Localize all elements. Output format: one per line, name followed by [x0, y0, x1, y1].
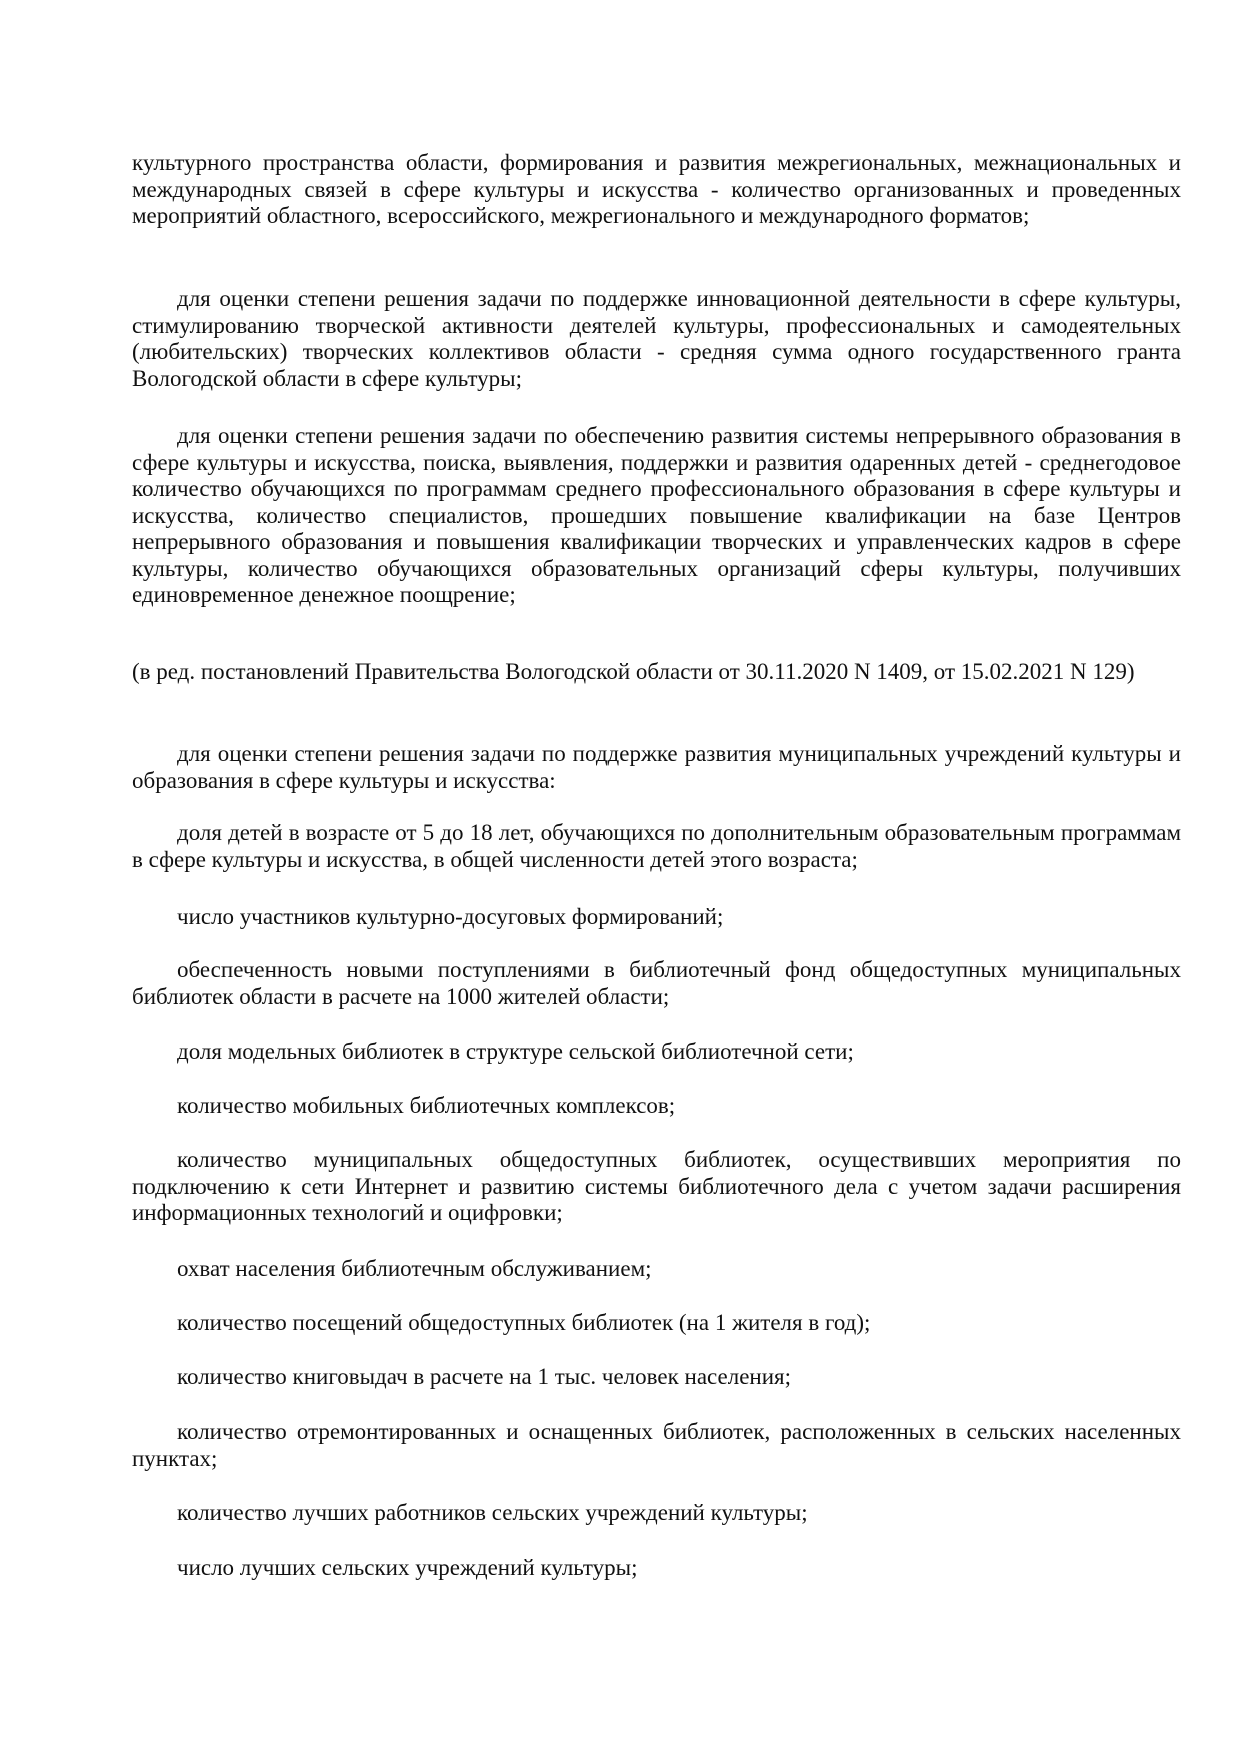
list-item: обеспеченность новыми поступлениями в библиотечный фонд общедоступных муниципальных библиотек области в расчете на 1000 жителей области;	[132, 957, 1181, 1009]
list-item: доля модельных библиотек в структуре сельской библиотечной сети;	[177, 1039, 854, 1064]
list-item: количество посещений общедоступных библиотек (на 1 жителя в год);	[177, 1310, 871, 1335]
list-item: количество мобильных библиотечных комплексов;	[177, 1093, 676, 1118]
list-item: количество книговыдач в расчете на 1 тыс. человек населения;	[177, 1364, 792, 1389]
list-item: количество муниципальных общедоступных библиотек, осуществивших мероприятия по подключению к сети Интернет и развитию системы библиотечного дела с учетом задачи расширения информационных технологий и оцифровки;	[132, 1147, 1181, 1225]
list-item: охват населения библиотечным обслуживанием;	[177, 1256, 652, 1281]
paragraph-municipal-task: для оценки степени решения задачи по поддержке развития муниципальных учреждений культуры и образования в сфере культуры и искусства:	[132, 741, 1181, 793]
list-item: доля детей в возрасте от 5 до 18 лет, обучающихся по дополнительным образовательным программам в сфере культуры и искусства, в общей численности детей этого возраста;	[132, 820, 1181, 872]
list-item: количество лучших работников сельских учреждений культуры;	[177, 1500, 808, 1525]
paragraph-innovation-task: для оценки степени решения задачи по поддержке инновационной деятельности в сфере культуры, стимулированию творческой активности деятелей культуры, профессиональных и самодеятельных (любительских) творческих коллективов области - средняя сумма одного государственного гранта Вологодской области в сфере культуры;	[132, 286, 1181, 391]
paragraph-education-task: для оценки степени решения задачи по обеспечению развития системы непрерывного образования в сфере культуры и искусства, поиска, выявления, поддержки и развития одаренных детей - среднегодовое количество обучающихся по программам среднего профессионального образования в сфере культуры и искусства, количество специалистов, прошедших повышение квалификации на базе Центров непрерывного образования и повышения квалификации творческих и управленческих кадров в сфере культуры, количество обучающихся образовательных организаций сферы культуры, получивших единовременное денежное поощрение;	[132, 423, 1181, 607]
amendment-note: (в ред. постановлений Правительства Вологодской области от 30.11.2020 N 1409, от 15.02.2021 N 129)	[132, 659, 1135, 684]
paragraph-continuation: культурного пространства области, формирования и развития межрегиональных, межнациональных и международных связей в сфере культуры и искусства - количество организованных и проведенных мероприятий областного, всероссийского, межрегионального и международного форматов;	[132, 150, 1181, 228]
list-item: число лучших сельских учреждений культуры;	[177, 1555, 638, 1580]
list-item: число участников культурно-досуговых формирований;	[177, 904, 724, 929]
list-item: количество отремонтированных и оснащенных библиотек, расположенных в сельских населенных пунктах;	[132, 1419, 1181, 1471]
